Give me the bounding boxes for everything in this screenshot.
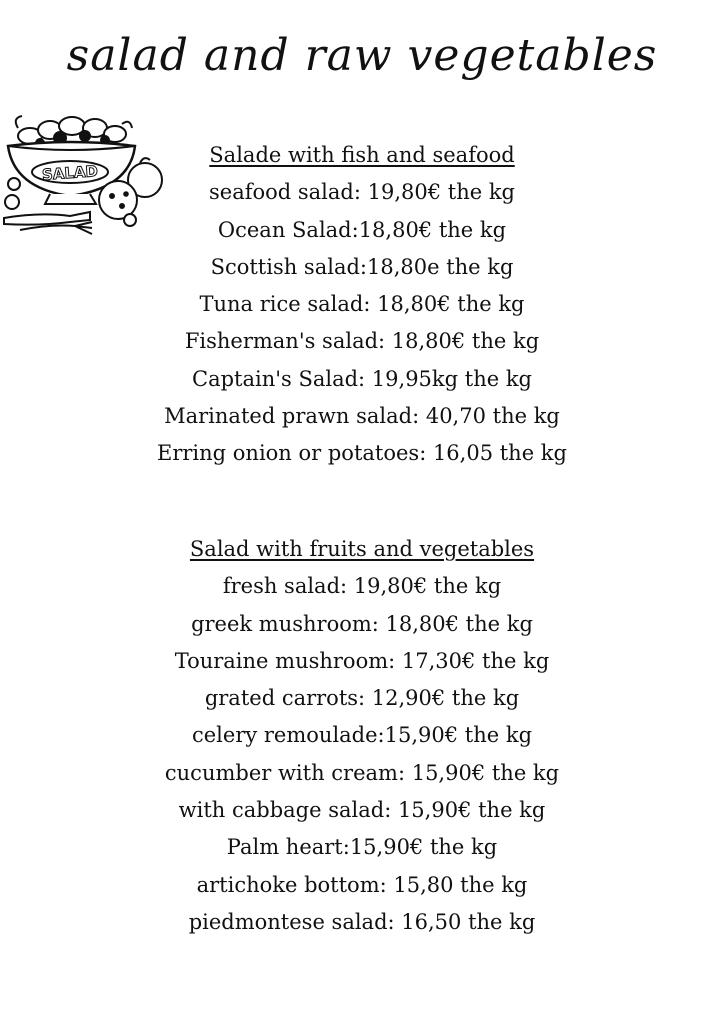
list-item: Touraine mushroom: 17,30€ the kg [174, 648, 550, 673]
list-item: Palm heart:15,90€ the kg [226, 835, 498, 860]
list-item: seafood salad: 19,80€ the kg [208, 180, 516, 205]
list-item: Ocean Salad:18,80€ the kg [217, 217, 507, 242]
page-title: salad and raw vegetables [66, 30, 658, 81]
section-heading: Salade with fish and seafood [209, 143, 515, 167]
list-item: grated carrots: 12,90€ the kg [204, 686, 520, 711]
list-item: greek mushroom: 18,80€ the kg [191, 611, 533, 636]
list-item: Tuna rice salad: 18,80€ the kg [199, 292, 525, 317]
section-fruits-vegetables [0, 531, 724, 941]
list-item: Captain's Salad: 19,95kg the kg [192, 366, 532, 391]
list-item: Erring onion or potatoes: 16,05 the kg [157, 441, 567, 466]
list-item: celery remoulade:15,90€ the kg [191, 723, 533, 748]
list-item: Marinated prawn salad: 40,70 the kg [164, 404, 560, 429]
list-item: artichoke bottom: 15,80 the kg [196, 872, 528, 897]
section-heading: Salad with fruits and vegetables [189, 537, 535, 561]
list-item: Scottish salad:18,80e the kg [210, 254, 514, 279]
list-item: Fisherman's salad: 18,80€ the kg [184, 329, 540, 354]
bowl-label: SALAD [41, 162, 99, 184]
list-item: cucumber with cream: 15,90€ the kg [164, 760, 560, 785]
section-fish-seafood [0, 137, 724, 473]
list-item: with cabbage salad: 15,90€ the kg [178, 798, 546, 823]
list-item: fresh salad: 19,80€ the kg [222, 574, 502, 599]
list-item: piedmontese salad: 16,50 the kg [188, 909, 536, 934]
